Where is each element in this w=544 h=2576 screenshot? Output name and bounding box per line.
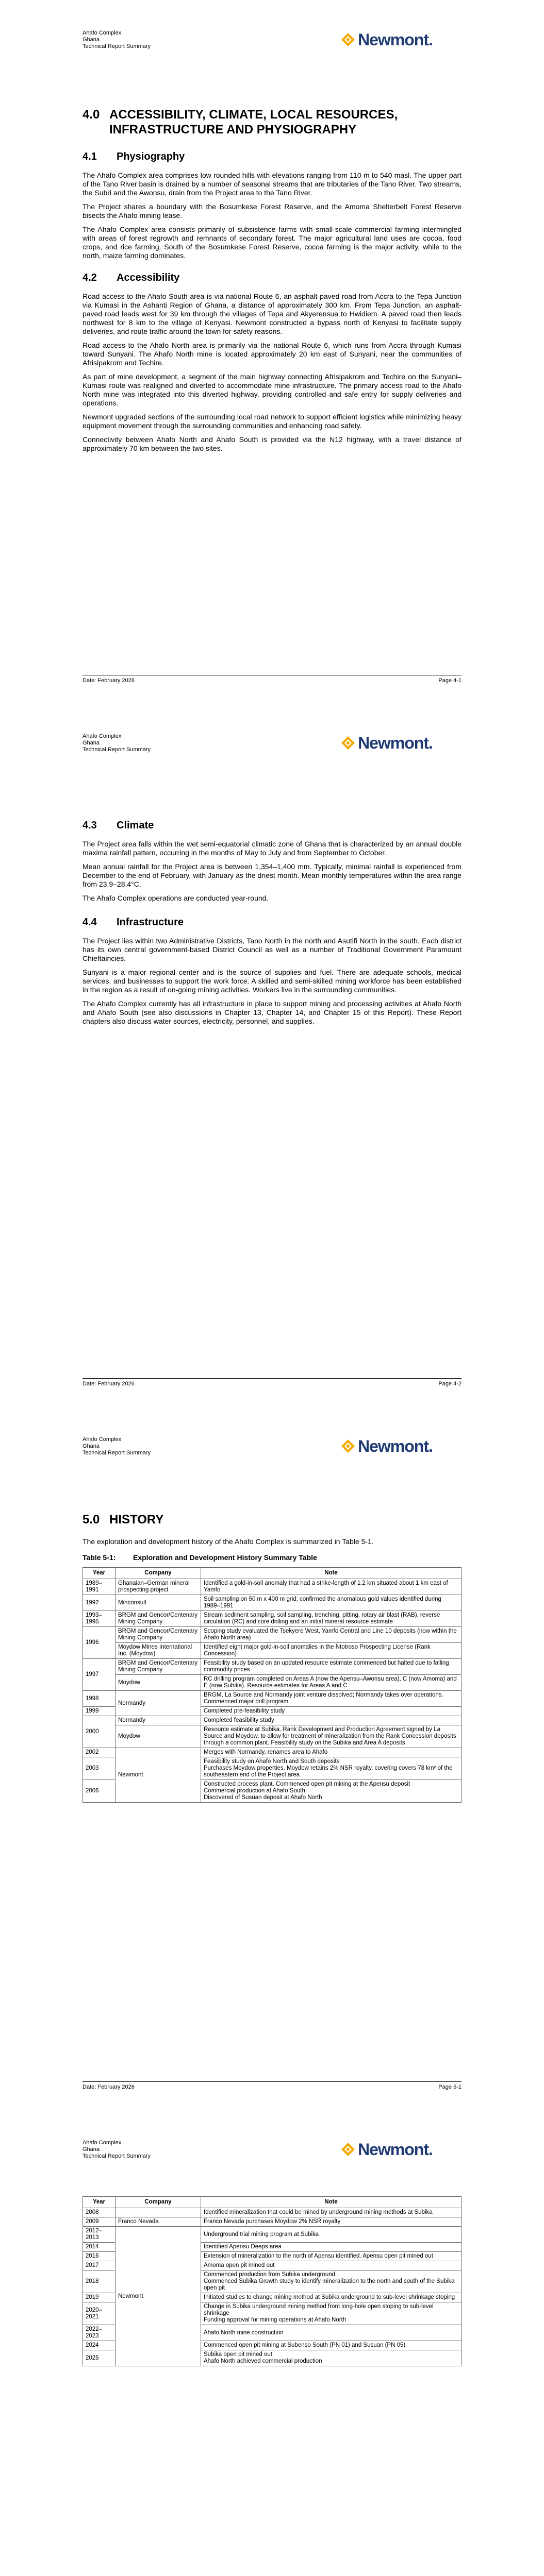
table-row <box>83 1659 461 1675</box>
paragraph: Mean annual rainfall for the Project area is between 1,354–1,400 mm. Typically, minimal rainfall is experienced from December to the end of February, with January as the driest month. Mean monthly temperatures within the area range from 23.9–28.4°C. <box>83 862 461 888</box>
year-cell: 2008 <box>83 2208 116 2217</box>
header-report-type: Technical Report Summary <box>83 2153 151 2159</box>
note-cell <box>201 2208 461 2217</box>
note-text: Discovered of Susuan deposit at Ahafo North <box>204 1794 322 1801</box>
company-cell: Newmont <box>116 2227 201 2366</box>
note-text: Identified Apensu Deeps area <box>204 2244 282 2250</box>
note-cell <box>201 1627 461 1643</box>
note-cell <box>201 1691 461 1707</box>
year-cell: 1998 <box>83 1691 116 1707</box>
table-row <box>83 1675 461 1691</box>
page-footer <box>83 1378 461 1387</box>
note-text: RC drilling program completed on Areas A (now the Apensu–Awonsu area), C (now Amoma) and E (now Subika). Resource estimates for Areas A and C <box>204 1676 457 1689</box>
year-cell: 2024 <box>83 2341 116 2350</box>
table-row <box>83 1627 461 1643</box>
newmont-logo <box>340 31 443 48</box>
note-cell <box>201 2341 461 2350</box>
column-header: Year <box>83 2197 116 2208</box>
note-text: BRGM, La Source and Normandy joint venture dissolved; Normandy takes over operations. Commenced major drill program <box>204 1692 443 1705</box>
header-project: Ahafo Complex <box>83 733 122 739</box>
company-cell: Moydow <box>116 1725 201 1748</box>
note-text: Commercial production at Ahafo South <box>204 1788 305 1794</box>
year-cell: 1999 <box>83 1707 116 1716</box>
table-row <box>83 1611 461 1627</box>
footer-page-number: Page 4-2 <box>438 1381 461 1387</box>
note-text: Identified mineralization that could be mined by underground mining methods at Subika <box>204 2209 433 2215</box>
note-cell <box>201 2270 461 2293</box>
note-text: Identified a gold-in-soil anomaly that had a strike-length of 1.2 km situated about 1 km east of Yamfo <box>204 1580 448 1593</box>
note-text: Completed pre-feasibility study <box>204 1708 285 1714</box>
header-report-type: Technical Report Summary <box>83 1450 151 1456</box>
note-text: Commenced production from Subika underground <box>204 2272 336 2278</box>
table-row <box>83 1595 461 1611</box>
header-country: Ghana <box>83 2146 100 2153</box>
footer-date: Date: February 2026 <box>83 2084 135 2090</box>
note-cell <box>201 2325 461 2341</box>
note-cell <box>201 1757 461 1780</box>
note-text: Change in Subika underground mining method from long-hole open stoping to sub-level shrinkage <box>204 2303 434 2316</box>
paragraph: Connectivity between Ahafo North and Ahafo South is provided via the N12 highway, with a travel distance of approximately 70 km between the two sites. <box>83 435 461 452</box>
header-country: Ghana <box>83 1443 100 1449</box>
year-cell: 2018 <box>83 2270 116 2293</box>
table-row <box>83 1716 461 1725</box>
newmont-logo <box>340 734 443 752</box>
note-text: Purchases Moydow properties. Moydow retains 2% NSR royalty, covering covers 78 km² of the southeastern end of the Project area <box>204 1765 453 1778</box>
year-cell: 1989–1991 <box>83 1579 116 1595</box>
chapter-4-continued <box>83 819 461 1026</box>
footer-page-number: Page 4-1 <box>438 677 461 684</box>
note-cell <box>201 1707 461 1716</box>
company-cell: BRGM and Gencor/Centenary Mining Company <box>116 1627 201 1643</box>
note-cell <box>201 1716 461 1725</box>
year-cell: 2000 <box>83 1716 116 1748</box>
year-cell: 1993–1995 <box>83 1611 116 1627</box>
paragraph: The Ahafo Complex operations are conducted year-round. <box>83 894 269 902</box>
table-row <box>83 1725 461 1748</box>
company-cell: Normandy <box>116 1691 201 1716</box>
note-cell <box>201 2227 461 2243</box>
table-header-row <box>83 1568 461 1579</box>
note-cell <box>201 1748 461 1757</box>
note-cell <box>201 1675 461 1691</box>
column-header: Year <box>83 1568 116 1579</box>
table-row <box>83 1748 461 1757</box>
page-header <box>83 30 151 50</box>
footer-date: Date: February 2026 <box>83 677 135 684</box>
note-text: Merges with Normandy, renames area to Ahafo <box>204 1749 328 1755</box>
paragraph: As part of mine development, a segment of the main highway connecting Afrisipakrom and Techire on the Sunyani–Kumasi route was realigned and diverted to accommodate mine infrastructure. The primary access road to the Ahafo North mine was integrated into this diverted highway, providing controlled and safe entry for supply deliveries and operations. <box>83 372 461 407</box>
note-cell <box>201 2261 461 2270</box>
footer-page-number: Page 5-1 <box>438 2084 461 2090</box>
page-footer <box>83 675 461 684</box>
paragraph: The Project lies within two Administrative Districts, Tano North in the north and Asutifi North in the south. Each district has its own central government-based District Council as well as a number of Traditional Government Paramount Chieftaincies. <box>83 937 461 962</box>
page-footer <box>83 2081 461 2090</box>
note-text: Subika open pit mined out <box>204 2351 272 2358</box>
note-cell <box>201 1611 461 1627</box>
note-text: Constructed process plant. Commenced open pit mining at the Apensu deposit <box>204 1781 410 1787</box>
note-text: Soil sampling on 50 m x 400 m grid; confirmed the anomalous gold values identified during 1989–1991 <box>204 1596 441 1609</box>
note-text: Identified eight major gold-in-soil anomalies in the Ntotroso Prospecting License (Rank Concession) <box>204 1644 431 1657</box>
paragraph: The Project area falls within the wet semi-equatorial climatic zone of Ghana that is characterized by an annual double maxima rainfall pattern, occurring in the months of May to July and from September to October. <box>83 840 461 857</box>
note-text: Amoma open pit mined out <box>204 2262 275 2268</box>
paragraph: The Ahafo Complex area comprises low rounded hills with elevations ranging from 110 m to 540 masl. The upper part of the Tano River basin is drained by a number of seasonal streams that are tributaries of the Tano River. Two streams, the Subri and the Awonsu, drain from the Project area to the Tano River. <box>83 171 461 197</box>
note-text: Commenced open pit mining at Subenso South (PN 01) and Susuan (PN 05) <box>204 2342 406 2348</box>
table-header-row <box>83 2197 461 2208</box>
chapter-5-content <box>83 1512 461 1803</box>
report-page-5-1 <box>0 1406 544 2110</box>
company-cell: Minconsult <box>116 1595 201 1611</box>
note-text: Stream sediment sampling, soil sampling, trenching, pitting, rotary air blast (RAB), reverse circulation (RC) and core drilling and an initial mineral resource estimate <box>204 1612 440 1625</box>
header-country: Ghana <box>83 740 100 746</box>
paragraph: The Ahafo Complex area consists primarily of subsistence farms with small-scale commercial farming intermingled with areas of forest regrowth and remnants of secondary forest. The major agricultural land uses are cocoa, food crops, and rice farming. South of the Bosumkese Forest Reserve, cocoa farming is the major activity, while to the north, maize farming dominates. <box>83 225 461 260</box>
header-project: Ahafo Complex <box>83 30 122 36</box>
year-cell: 2020–2021 <box>83 2302 116 2325</box>
column-header: Company <box>116 1568 201 1579</box>
company-cell: Moydow Mines International Inc. (Moydow) <box>116 1643 201 1659</box>
table-row <box>83 2217 461 2227</box>
note-text: Underground trial mining program at Subika <box>204 2231 319 2238</box>
header-report-type: Technical Report Summary <box>83 43 151 49</box>
note-cell <box>201 2243 461 2252</box>
year-cell: 1992 <box>83 1595 116 1611</box>
note-text: Scoping study evaluated the Tsekyere West, Yamfo Central and Line 10 deposits (now within the Ahafo North area) <box>204 1628 457 1641</box>
history-table <box>83 1567 461 1803</box>
note-text: Commenced Subika Growth study to identify mineralization to the north and south of the Subika open pit <box>204 2278 455 2291</box>
logo-wordmark: Newmont. <box>358 1437 433 1455</box>
paragraph: The Ahafo Complex currently has all infrastructure in place to support mining and processing activities at Ahafo North and Ahafo South (see also discussions in Chapter 13, Chapter 14, and Chapter 15 of this Report). These Report chapters also discuss water sources, electricity, personnel, and supplies. <box>83 999 461 1025</box>
note-cell <box>201 2350 461 2366</box>
report-page-4-2 <box>0 703 544 1406</box>
company-cell: BRGM and Gencor/Centenary Mining Company <box>116 1611 201 1627</box>
newmont-logo <box>340 1437 443 1455</box>
year-cell: 2019 <box>83 2293 116 2302</box>
header-project: Ahafo Complex <box>83 1436 122 1443</box>
header-project: Ahafo Complex <box>83 2140 122 2146</box>
note-cell <box>201 1780 461 1803</box>
company-cell: Newmont <box>116 1748 201 1803</box>
chapter-5-continued <box>83 2196 461 2366</box>
note-text: Completed feasibility study <box>204 1717 274 1723</box>
year-cell: 2022–2023 <box>83 2325 116 2341</box>
year-cell: 2025 <box>83 2350 116 2366</box>
newmont-logo-icon <box>340 2142 356 2157</box>
note-cell <box>201 2302 461 2325</box>
company-cell: BRGM and Gencor/Centenary Mining Company <box>116 1659 201 1675</box>
paragraph: Road access to the Ahafo North area is primarily via the national Route 6, which runs from Accra through Kumasi toward Sunyani. The Ahafo North mine is located approximately 20 km east of Sunyani, near the communities of Afrisipakrom and Techire. <box>83 341 461 367</box>
logo-wordmark: Newmont. <box>358 734 433 752</box>
column-header: Company <box>116 2197 201 2208</box>
note-text: Funding approval for mining operations at Ahafo North <box>204 2317 347 2323</box>
year-cell: 2017 <box>83 2261 116 2270</box>
year-cell: 2009 <box>83 2217 116 2227</box>
note-cell <box>201 2217 461 2227</box>
note-cell <box>201 1659 461 1675</box>
note-text: Ahafo North mine construction <box>204 2329 284 2336</box>
note-text: Resource estimate at Subika. Rank Development and Production Agreement signed by La Source and Moydow, to allow for treatment of mineralization from the Rank Concession deposits through a common plant. Feasibility study on the Subika and Area A deposits <box>204 1726 456 1746</box>
newmont-logo-icon <box>340 32 356 47</box>
note-cell <box>201 2252 461 2261</box>
year-cell: 2012–2013 <box>83 2227 116 2243</box>
section-heading-infrastructure: 4.4 Infrastructure <box>83 917 184 928</box>
note-cell <box>201 1579 461 1595</box>
table-caption: Table 5-1: Exploration and Development History Summary Table <box>83 1553 317 1562</box>
chapter-heading: 4.0 ACCESSIBILITY, CLIMATE, LOCAL RESOURCES, INFRASTRUCTURE AND PHYSIOGRAPHY <box>83 108 398 137</box>
company-cell: Franco Nevada <box>116 2217 201 2227</box>
section-heading-physiography: 4.1 Physiography <box>83 151 185 162</box>
year-cell: 2006 <box>83 1780 116 1803</box>
note-cell <box>201 2293 461 2302</box>
year-cell: 2014 <box>83 2243 116 2252</box>
paragraph: The exploration and development history of the Ahafo Complex is summarized in Table 5-1. <box>83 1537 374 1546</box>
paragraph: Road access to the Ahafo South area is via national Route 6, an asphalt-paved road from Accra to the Tepa Junction via Kumasi in the Ashanti Region of Ghana, a distance of approximately 300 km. From Tepa Junction, an asphalt-paved road leads west for 39 km through the villages of Tepa and Akyerensua to Hwidiem. A paved road then leads northwest for 8 km to the village of Kenyasi. Newmont constructed a bypass north of Kenyasi to facilitate supply deliveries, and route traffic around the town for safety reasons. <box>83 292 461 335</box>
footer-date: Date: February 2026 <box>83 1381 135 1387</box>
note-text: Feasibility study based on an updated resource estimate commenced but halted due to falling commodity prices <box>204 1660 449 1673</box>
page-header <box>83 2140 151 2160</box>
table-row <box>83 2208 461 2217</box>
year-cell: 2003 <box>83 1757 116 1780</box>
company-cell: Ghanaian–German mineral prospecting project <box>116 1579 201 1595</box>
year-cell: 2002 <box>83 1748 116 1757</box>
header-country: Ghana <box>83 37 100 43</box>
column-header: Note <box>201 1568 461 1579</box>
paragraph: Sunyani is a major regional center and is the source of supplies and fuel. There are adequate schools, medical services, and businesses to support the work force. A skilled and semi-skilled mining workforce has been established in the region as a result of on-going mining activities. Workers live in the surrounding communities. <box>83 968 461 994</box>
chapter-4-content <box>83 107 461 453</box>
page-header <box>83 1436 151 1456</box>
table-row <box>83 2227 461 2243</box>
note-cell <box>201 1643 461 1659</box>
note-cell <box>201 1725 461 1748</box>
newmont-logo-icon <box>340 1438 356 1454</box>
note-text: Franco Nevada purchases Moydow 2% NSR royalty <box>204 2218 341 2225</box>
logo-wordmark: Newmont. <box>358 30 433 49</box>
report-page-4-1 <box>0 0 544 703</box>
report-page-5-2 <box>0 2110 544 2576</box>
history-table-continued <box>83 2196 461 2366</box>
company-cell: Normandy <box>116 1716 201 1725</box>
newmont-logo-icon <box>340 735 356 751</box>
page-header <box>83 733 151 753</box>
note-text: Feasibility study on Ahafo North and South deposits <box>204 1758 340 1765</box>
newmont-logo <box>340 2141 443 2158</box>
paragraph: Newmont upgraded sections of the surrounding local road network to support efficient logistics while minimizing heavy equipment movement through the surrounding communities and enhancing road safety. <box>83 413 461 430</box>
paragraph: The Project shares a boundary with the Bosumkese Forest Reserve, and the Amoma Shelterbelt Forest Reserve bisects the Ahafo mining lease. <box>83 202 461 219</box>
note-text: Ahafo North achieved commercial production <box>204 2358 322 2364</box>
year-cell: 2016 <box>83 2252 116 2261</box>
company-cell: Moydow <box>116 1675 201 1691</box>
note-text: Initiated studies to change mining method at Subika underground to sub-level shrinkage stoping <box>204 2294 455 2300</box>
table-row <box>83 1691 461 1707</box>
section-heading-accessibility: 4.2 Accessibility <box>83 272 180 283</box>
year-cell: 1996 <box>83 1627 116 1659</box>
section-heading-climate: 4.3 Climate <box>83 820 154 831</box>
table-row <box>83 1579 461 1595</box>
year-cell: 1997 <box>83 1659 116 1691</box>
note-cell <box>201 1595 461 1611</box>
header-report-type: Technical Report Summary <box>83 747 151 753</box>
column-header: Note <box>201 2197 461 2208</box>
table-row <box>83 1643 461 1659</box>
note-text: Extension of mineralization to the north of Apensu identified. Apensu open pit mined out <box>204 2253 433 2259</box>
chapter-heading: 5.0 HISTORY <box>83 1513 164 1527</box>
company-cell <box>116 2208 201 2217</box>
logo-wordmark: Newmont. <box>358 2140 433 2159</box>
